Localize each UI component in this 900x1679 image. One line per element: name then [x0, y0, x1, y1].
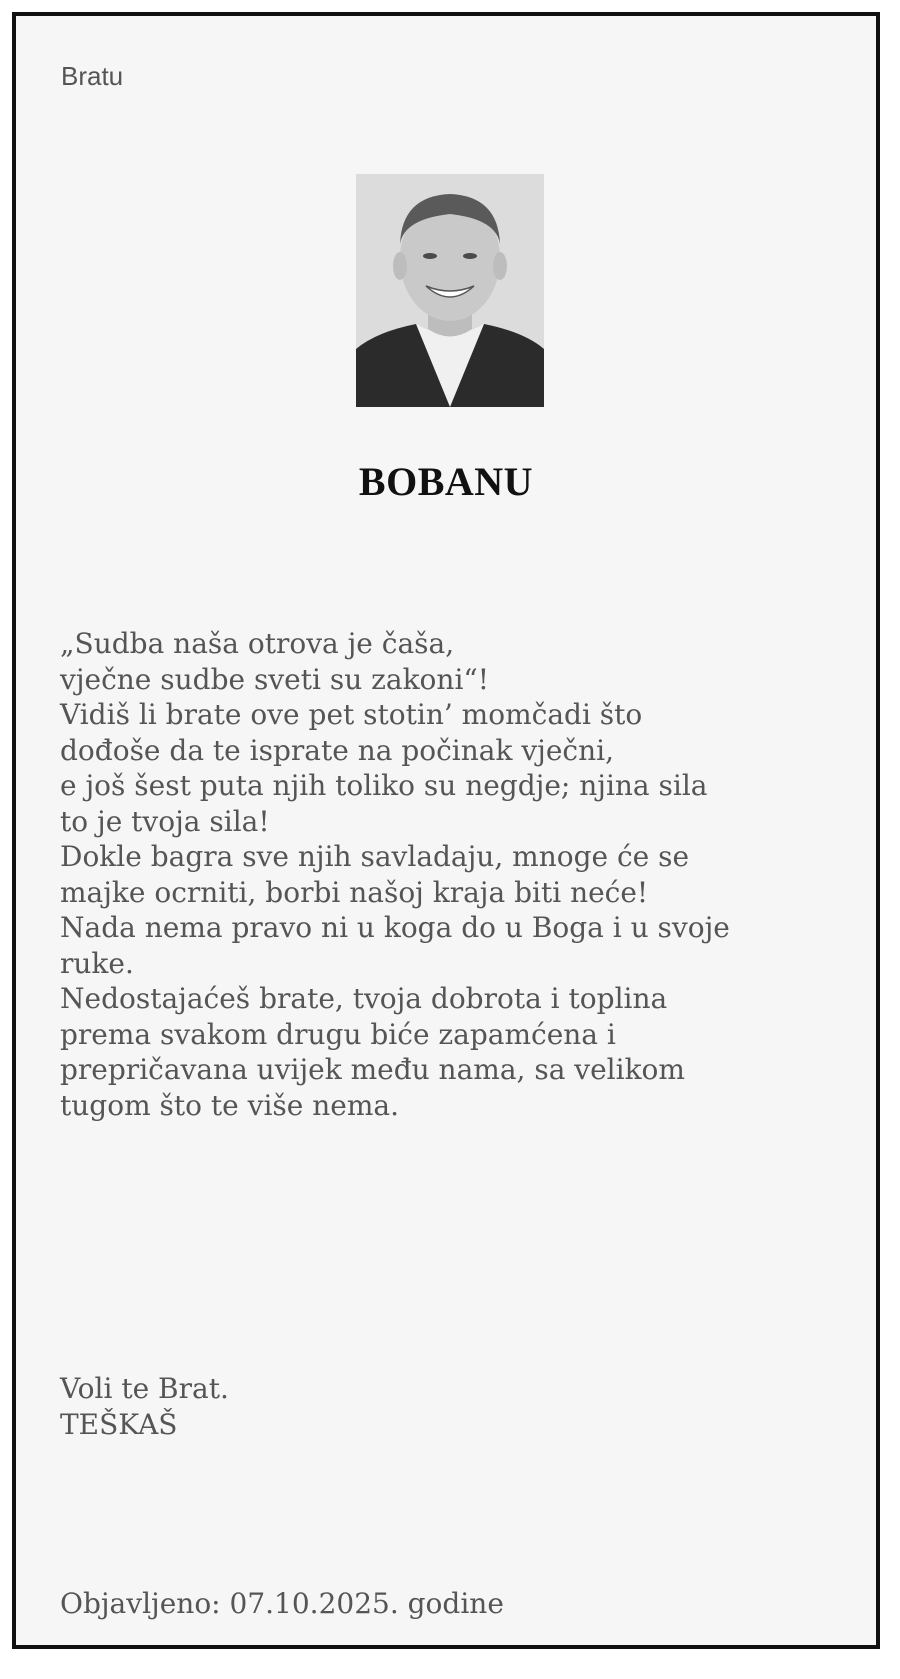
poem-line: ruke.: [60, 946, 134, 980]
obituary-card: [12, 12, 880, 1649]
poem-line: prema svakom drugu biće zapamćena i: [60, 1017, 616, 1051]
portrait-image: [356, 174, 544, 407]
deceased-name: BOBANU: [358, 459, 534, 504]
closing-line: Voli te Brat.: [60, 1372, 229, 1405]
poem-line: Vidiš li brate ove pet stotin’ momčadi što: [60, 698, 643, 731]
poem-line: to je tvoja sila!: [60, 804, 270, 838]
poem-line: majke ocrniti, borbi našoj kraja biti neće!: [60, 875, 649, 909]
poem-text: [60, 626, 850, 1123]
poem-line: Nedostajaćeš brate, tvoja dobrota i toplina: [60, 982, 668, 1015]
poem-line: dođoše da te isprate na počinak vječni,: [60, 733, 614, 767]
poem-line: tugom što te više nema.: [60, 1088, 399, 1122]
poem-line: Nada nema pravo ni u koga do u Boga i u svoje: [60, 911, 730, 944]
signature-name: TEŠKAŠ: [60, 1407, 178, 1441]
poem-line: „Sudba naša otrova je čaša,: [60, 627, 455, 660]
closing-signature: [60, 1371, 229, 1442]
poem-line: Dokle bagra sve njih savladaju, mnoge će se: [60, 840, 690, 873]
poem-line: vječne sudbe sveti su zakoni“!: [60, 662, 489, 696]
poem-line: prepričavana uvijek među nama, sa velikom: [60, 1053, 685, 1086]
header-label: Bratu: [61, 61, 124, 91]
portrait-photo: [356, 174, 544, 407]
published-date: Objavljeno: 07.10.2025. godine: [60, 1587, 504, 1620]
poem-line: e još šest puta njih toliko su negdje; njina sila: [60, 769, 708, 802]
